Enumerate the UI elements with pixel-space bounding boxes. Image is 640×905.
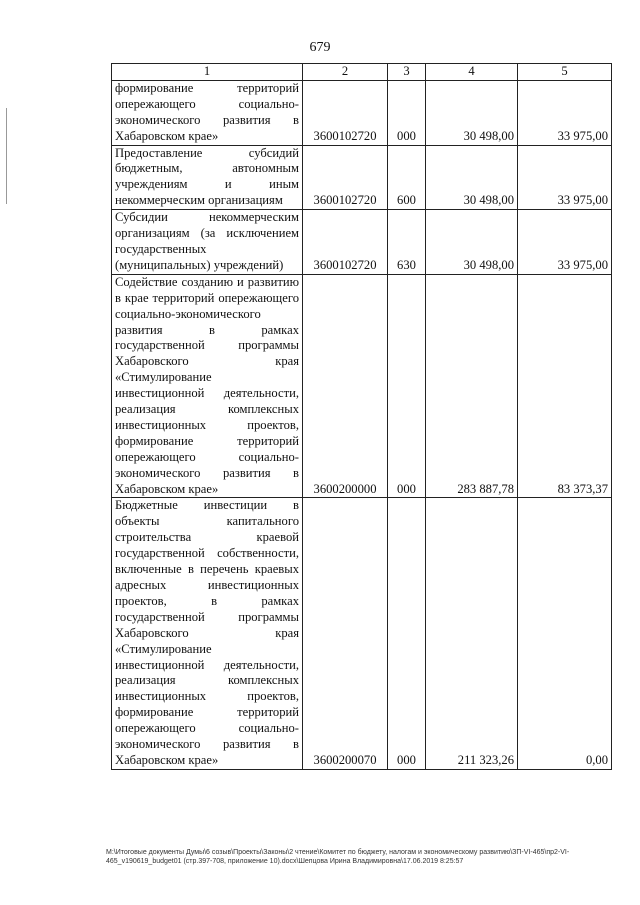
row-name: Содействие созданию и развитию в крае территорий опережающего социально-экономического развития в рамках государственной программы Хабаровского края «Стимулирование инвестиционной деятельности, реализация комплексных инвестиционных проектов, формирование территорий опережающего социально-экономического развития в Хабаровском крае»	[112, 274, 303, 498]
row-value-1: 283 887,78	[426, 274, 518, 498]
column-header-1: 1	[112, 64, 303, 81]
row-name: Субсидии некоммерческим организациям (за исключением государственных (муниципальных) учреждений)	[112, 210, 303, 275]
row-value-1: 30 498,00	[426, 145, 518, 210]
row-code: 3600200000	[303, 274, 388, 498]
table-row	[112, 498, 612, 769]
row-value-1: 211 323,26	[426, 498, 518, 769]
row-code: 3600102720	[303, 145, 388, 210]
page-number: 679	[309, 40, 331, 55]
row-value-2: 33 975,00	[518, 145, 612, 210]
table-row	[112, 80, 612, 145]
row-code: 3600102720	[303, 80, 388, 145]
row-type: 000	[388, 274, 426, 498]
row-type: 600	[388, 145, 426, 210]
margin-line	[6, 108, 7, 204]
budget-table	[111, 63, 612, 770]
row-value-1: 30 498,00	[426, 210, 518, 275]
row-value-1: 30 498,00	[426, 80, 518, 145]
column-header-row	[112, 64, 612, 81]
column-header-2: 2	[303, 64, 388, 81]
row-value-2: 83 373,37	[518, 274, 612, 498]
row-name: Предоставление субсидий бюджетным, автономным учреждениям и иным некоммерческим организациям	[112, 145, 303, 210]
table-row	[112, 274, 612, 498]
table-row	[112, 210, 612, 275]
row-name: Бюджетные инвестиции в объекты капитального строительства краевой государственной собственности, включенные в перечень краевых адресных инвестиционных проектов, в рамках государственной программы Хабаровского края «Стимулирование инвестиционной деятельности, реализация комплексных инвестиционных проектов, формирование территорий опережающего социально-экономического развития в Хабаровском крае»	[112, 498, 303, 769]
row-value-2: 0,00	[518, 498, 612, 769]
row-value-2: 33 975,00	[518, 80, 612, 145]
row-name: формирование территорий опережающего социально-экономического развития в Хабаровском крае»	[112, 80, 303, 145]
document-footer-path: M:\Итоговые документы Думы\6 созыв\Проекты\Законы\2 чтение\Комитет по бюджету, налогам и экономическому развитию\ЗП-VI-465\пр2-VI-465_v190619_budget01 (стр.397-708, приложение 10).docx\Шепцова Ирина Владимировна\17.06.2019 8:25:57	[106, 849, 570, 865]
column-header-5: 5	[518, 64, 612, 81]
column-header-3: 3	[388, 64, 426, 81]
row-value-2: 33 975,00	[518, 210, 612, 275]
row-type: 000	[388, 498, 426, 769]
column-header-4: 4	[426, 64, 518, 81]
row-code: 3600102720	[303, 210, 388, 275]
table-row	[112, 145, 612, 210]
row-type: 000	[388, 80, 426, 145]
row-code: 3600200070	[303, 498, 388, 769]
row-type: 630	[388, 210, 426, 275]
